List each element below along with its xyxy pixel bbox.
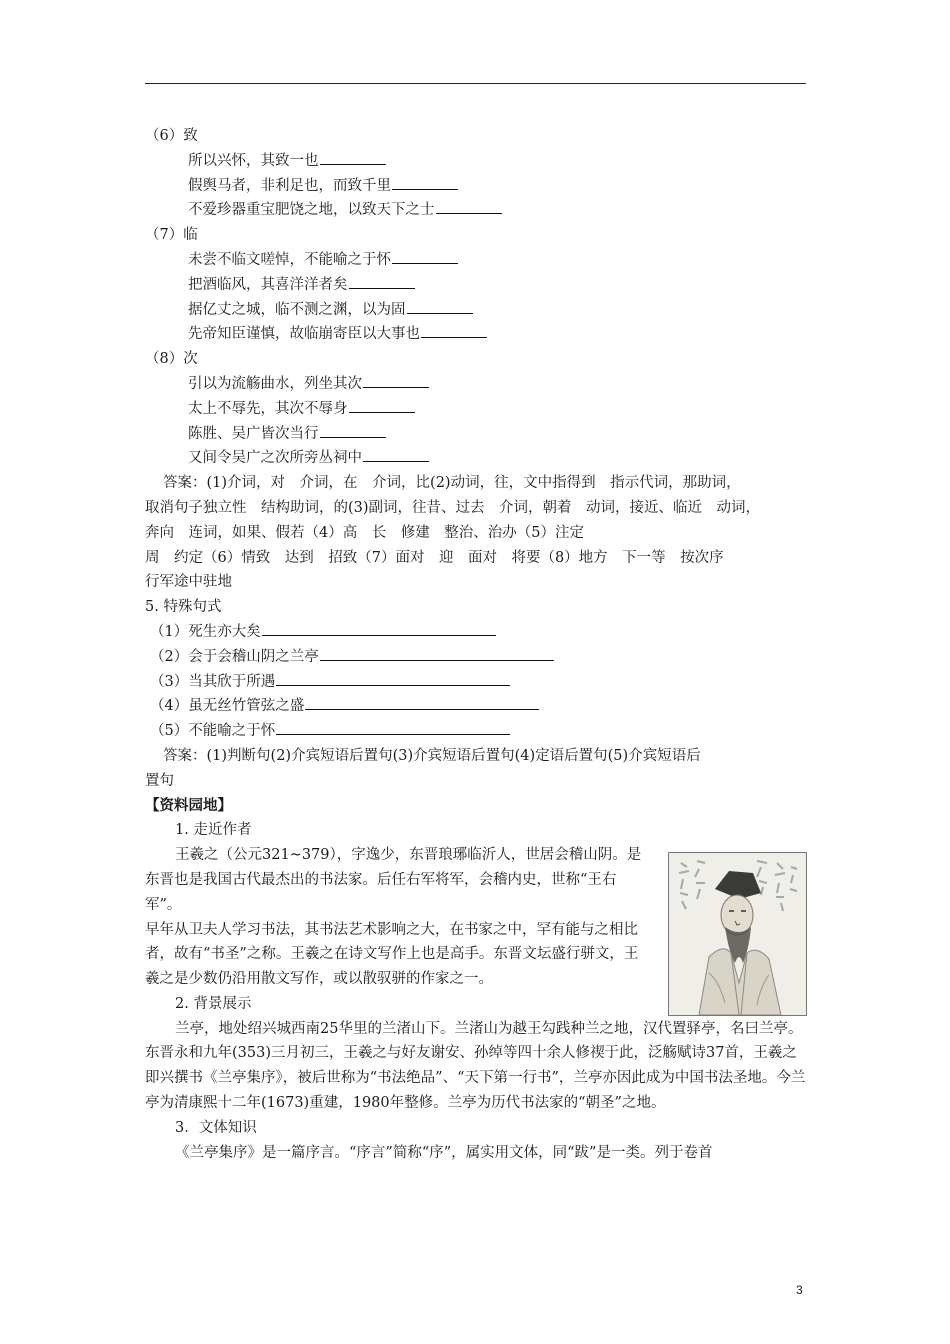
page-number: 3 (796, 1283, 803, 1297)
answer-blank[interactable] (262, 620, 496, 636)
resources-heading: 【资料园地】 (145, 796, 232, 814)
answer-blank[interactable] (276, 670, 510, 686)
list-item: 不爱珍器重宝肥饶之地，以致天下之士 (145, 198, 807, 223)
list-item: （5）不能喻之于怀 (145, 719, 807, 744)
background-heading: 2. 背景展示 (175, 995, 252, 1012)
answer-blank[interactable] (320, 645, 554, 661)
list-item: 所以兴怀，其致一也 (145, 149, 807, 174)
answer-blank[interactable] (392, 174, 458, 190)
portrait-image (668, 852, 807, 1016)
list-item: （2）会于会稽山阴之兰亭 (145, 645, 807, 670)
list-item: 又间令吴广之次所旁丛祠中 (145, 446, 807, 471)
answer-blank[interactable] (363, 446, 429, 462)
answer-line: 行军途中驻地 (145, 574, 232, 591)
answer-blank[interactable] (305, 694, 539, 710)
list-item: 假舆马者，非利足也，而致千里 (145, 174, 807, 199)
genre-paragraph: 《兰亭集序》是一篇序言。“序言”简称“序”，属实用文体，同“跋”是一类。列于卷首 (175, 1144, 713, 1161)
section8-heading: （8）次 (145, 351, 198, 368)
list-item: 陈胜、吴广皆次当行 (145, 422, 807, 447)
list-item: 把酒临风，其喜洋洋者矣 (145, 273, 807, 298)
special-heading: 5. 特殊句式 (145, 599, 222, 616)
answer-line: 置句 (145, 772, 174, 789)
answer-line: 奔向 连词，如果、假若（4）高 长 修建 整治、治办（5）注定 (145, 524, 584, 541)
section7-heading: （7）临 (145, 227, 198, 244)
answer-blank[interactable] (349, 397, 415, 413)
answer-blank[interactable] (421, 322, 487, 338)
list-item: （3）当其欣于所遇 (145, 670, 807, 695)
answer-blank[interactable] (320, 149, 386, 165)
list-item: 太上不辱先，其次不辱身 (145, 397, 807, 422)
answer-blank[interactable] (349, 273, 415, 289)
answer-blank[interactable] (363, 372, 429, 388)
answer-blank[interactable] (407, 298, 473, 314)
answer-blank[interactable] (276, 719, 510, 735)
list-item: 未尝不临文嗟悼，不能喻之于怀 (145, 248, 807, 273)
section6-heading: （6）致 (145, 128, 198, 144)
answer-blank[interactable] (392, 248, 458, 264)
list-item: （1）死生亦大矣 (145, 620, 807, 645)
genre-heading: 3．文体知识 (175, 1119, 257, 1136)
author-bio-2: 早年从卫夫人学习书法，其书法艺术影响之大，在书家之中，罕有能与之相比者，故有“书圣”之称。王羲之在诗文写作上也是高手。东晋文坛盛行骈文，王羲之是少数仍沿用散文写作，或以散驭骈的作家之一。 (145, 921, 639, 988)
list-item: 据亿丈之城，临不测之渊，以为固 (145, 298, 807, 323)
answer-line: 取消句子独立性 结构助词，的(3)副词，往昔、过去 介词，朝着 动词，接近、临近 动词， (145, 499, 761, 516)
background-paragraph: 兰亭，地处绍兴城西南25华里的兰渚山下。兰渚山为越王勾践种兰之地，汉代置驿亭，名曰兰亭。东晋永和九年(353)三月初三，王羲之与好友谢安、孙绰等四十余人修禊于此，泛觞赋诗37首，王羲之即兴撰书《兰亭集序》，被后世称为“书法绝品”、“天下第一行书”，兰亭亦因此成为中国书法圣地。今兰亭为清康熙十二年(1673)重建，1980年整修。兰亭为历代书法家的“朝圣”之地。 (145, 1020, 806, 1112)
answer-blank[interactable] (320, 422, 386, 438)
answer-line: 周 约定（6）情致 达到 招致（7）面对 迎 面对 将要（8）地方 下一等 按次序 (145, 549, 724, 566)
answer-blank[interactable] (436, 198, 502, 214)
list-item: 引以为流觞曲水，列坐其次 (145, 372, 807, 397)
author-heading: 1. 走近作者 (175, 822, 252, 839)
portrait-illustration (669, 853, 806, 1015)
answer-line: 答案：(1)判断句(2)介宾短语后置句(3)介宾短语后置句(4)定语后置句(5)介宾短语后 (163, 747, 701, 764)
header-rule (145, 83, 806, 84)
answer-line: 答案：(1)介词，对 介词，在 介词，比(2)动词，往，文中指得到 指示代词，那助词， (163, 475, 741, 492)
list-item: （4）虽无丝竹管弦之盛 (145, 694, 807, 719)
author-bio-1: 王羲之（公元321~379），字逸少，东晋琅琊临沂人，世居会稽山阴。是东晋也是我国古代最杰出的书法家。后任右军将军，会稽内史，世称“王右军”。 (145, 847, 642, 913)
list-item: 先帝知臣谨慎，故临崩寄臣以大事也 (145, 322, 807, 347)
